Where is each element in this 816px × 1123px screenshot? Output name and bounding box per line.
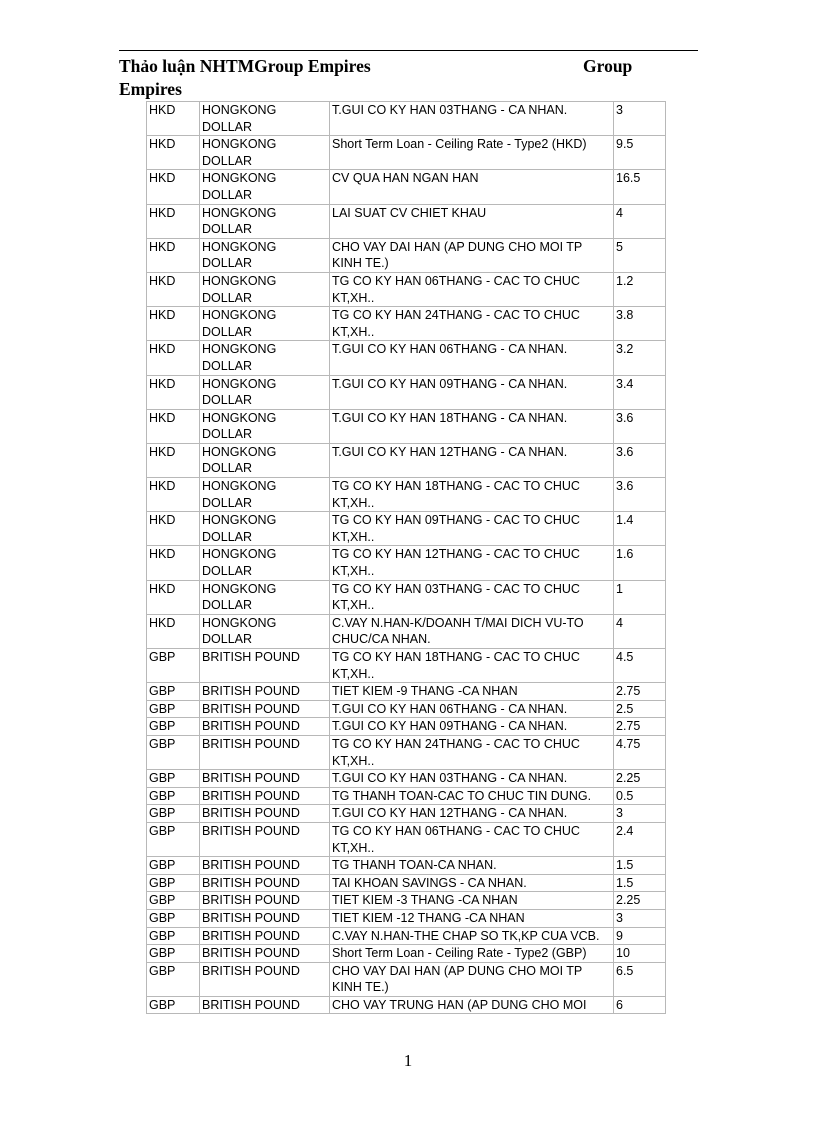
rate-value-cell: 3.6 bbox=[614, 443, 666, 477]
table-row bbox=[147, 409, 666, 443]
currency-name-cell: BRITISH POUND bbox=[200, 787, 330, 805]
currency-name-cell: HONGKONG DOLLAR bbox=[200, 307, 330, 341]
table-row bbox=[147, 136, 666, 170]
currency-name-cell: BRITISH POUND bbox=[200, 700, 330, 718]
currency-name-cell: HONGKONG DOLLAR bbox=[200, 170, 330, 204]
currency-code-cell: HKD bbox=[147, 614, 200, 648]
rate-description-cell: TG CO KY HAN 18THANG - CAC TO CHUC KT,XH.. bbox=[330, 478, 614, 512]
currency-name-cell: BRITISH POUND bbox=[200, 649, 330, 683]
table-row bbox=[147, 874, 666, 892]
rate-description-cell: T.GUI CO KY HAN 09THANG - CA NHAN. bbox=[330, 375, 614, 409]
rate-description-cell: TIET KIEM -9 THANG -CA NHAN bbox=[330, 683, 614, 701]
currency-name-cell: HONGKONG DOLLAR bbox=[200, 443, 330, 477]
rate-description-cell: TG CO KY HAN 24THANG - CAC TO CHUC KT,XH.. bbox=[330, 307, 614, 341]
table-row bbox=[147, 718, 666, 736]
rate-description-cell: TG CO KY HAN 03THANG - CAC TO CHUC KT,XH.. bbox=[330, 580, 614, 614]
rate-value-cell: 3 bbox=[614, 102, 666, 136]
rate-description-cell: TG CO KY HAN 09THANG - CAC TO CHUC KT,XH.. bbox=[330, 512, 614, 546]
rate-value-cell: 2.5 bbox=[614, 700, 666, 718]
rate-value-cell: 3.4 bbox=[614, 375, 666, 409]
header-right-text: Group bbox=[583, 56, 633, 76]
table-row bbox=[147, 996, 666, 1014]
interest-rate-table-body bbox=[147, 102, 666, 1014]
currency-code-cell: HKD bbox=[147, 443, 200, 477]
table-row bbox=[147, 204, 666, 238]
currency-code-cell: HKD bbox=[147, 307, 200, 341]
currency-name-cell: HONGKONG DOLLAR bbox=[200, 478, 330, 512]
rate-description-cell: C.VAY N.HAN-THE CHAP SO TK,KP CUA VCB. bbox=[330, 927, 614, 945]
rate-description-cell: Short Term Loan - Ceiling Rate - Type2 (HKD) bbox=[330, 136, 614, 170]
currency-code-cell: GBP bbox=[147, 874, 200, 892]
rate-description-cell: T.GUI CO KY HAN 06THANG - CA NHAN. bbox=[330, 341, 614, 375]
currency-name-cell: BRITISH POUND bbox=[200, 805, 330, 823]
table-row bbox=[147, 512, 666, 546]
currency-code-cell: GBP bbox=[147, 718, 200, 736]
currency-code-cell: GBP bbox=[147, 805, 200, 823]
table-row bbox=[147, 170, 666, 204]
rate-value-cell: 6 bbox=[614, 996, 666, 1014]
header-left-text: Thảo luận NHTMGroup Empires bbox=[119, 56, 371, 76]
rate-description-cell: TAI KHOAN SAVINGS - CA NHAN. bbox=[330, 874, 614, 892]
currency-code-cell: HKD bbox=[147, 375, 200, 409]
header-wrap-text: Empires bbox=[119, 79, 182, 99]
rate-value-cell: 3.2 bbox=[614, 341, 666, 375]
currency-code-cell: HKD bbox=[147, 580, 200, 614]
rate-value-cell: 3 bbox=[614, 909, 666, 927]
rate-description-cell: T.GUI CO KY HAN 06THANG - CA NHAN. bbox=[330, 700, 614, 718]
table-row bbox=[147, 649, 666, 683]
currency-code-cell: GBP bbox=[147, 996, 200, 1014]
table-row bbox=[147, 962, 666, 996]
table-row bbox=[147, 614, 666, 648]
currency-name-cell: HONGKONG DOLLAR bbox=[200, 580, 330, 614]
rate-value-cell: 1.6 bbox=[614, 546, 666, 580]
table-row bbox=[147, 805, 666, 823]
currency-code-cell: HKD bbox=[147, 102, 200, 136]
rate-description-cell: TG CO KY HAN 06THANG - CAC TO CHUC KT,XH.. bbox=[330, 822, 614, 856]
currency-name-cell: BRITISH POUND bbox=[200, 962, 330, 996]
currency-code-cell: GBP bbox=[147, 857, 200, 875]
rate-value-cell: 1 bbox=[614, 580, 666, 614]
rate-description-cell: T.GUI CO KY HAN 12THANG - CA NHAN. bbox=[330, 443, 614, 477]
page-number: 1 bbox=[403, 1051, 413, 1070]
currency-name-cell: HONGKONG DOLLAR bbox=[200, 546, 330, 580]
table-row bbox=[147, 341, 666, 375]
rate-value-cell: 3.6 bbox=[614, 409, 666, 443]
table-row bbox=[147, 443, 666, 477]
currency-name-cell: BRITISH POUND bbox=[200, 945, 330, 963]
currency-name-cell: BRITISH POUND bbox=[200, 874, 330, 892]
rate-description-cell: C.VAY N.HAN-K/DOANH T/MAI DICH VU-TO CHUC/CA NHAN. bbox=[330, 614, 614, 648]
currency-name-cell: HONGKONG DOLLAR bbox=[200, 272, 330, 306]
table-row bbox=[147, 580, 666, 614]
currency-code-cell: GBP bbox=[147, 735, 200, 769]
table-row bbox=[147, 272, 666, 306]
table-row bbox=[147, 735, 666, 769]
currency-name-cell: HONGKONG DOLLAR bbox=[200, 614, 330, 648]
rate-value-cell: 10 bbox=[614, 945, 666, 963]
rate-value-cell: 3.8 bbox=[614, 307, 666, 341]
currency-name-cell: BRITISH POUND bbox=[200, 909, 330, 927]
currency-name-cell: BRITISH POUND bbox=[200, 996, 330, 1014]
currency-name-cell: BRITISH POUND bbox=[200, 857, 330, 875]
rate-description-cell: CHO VAY TRUNG HAN (AP DUNG CHO MOI bbox=[330, 996, 614, 1014]
rate-value-cell: 3.6 bbox=[614, 478, 666, 512]
rate-value-cell: 4.75 bbox=[614, 735, 666, 769]
table-row bbox=[147, 546, 666, 580]
rate-description-cell: TG THANH TOAN-CAC TO CHUC TIN DUNG. bbox=[330, 787, 614, 805]
table-row bbox=[147, 478, 666, 512]
currency-name-cell: BRITISH POUND bbox=[200, 683, 330, 701]
currency-name-cell: BRITISH POUND bbox=[200, 892, 330, 910]
header-rule bbox=[119, 50, 698, 51]
rate-value-cell: 2.4 bbox=[614, 822, 666, 856]
table-row bbox=[147, 945, 666, 963]
currency-code-cell: HKD bbox=[147, 238, 200, 272]
table-row bbox=[147, 102, 666, 136]
currency-name-cell: HONGKONG DOLLAR bbox=[200, 204, 330, 238]
currency-code-cell: GBP bbox=[147, 927, 200, 945]
table-row bbox=[147, 787, 666, 805]
currency-code-cell: GBP bbox=[147, 700, 200, 718]
currency-name-cell: BRITISH POUND bbox=[200, 735, 330, 769]
currency-name-cell: HONGKONG DOLLAR bbox=[200, 136, 330, 170]
currency-code-cell: GBP bbox=[147, 909, 200, 927]
table-row bbox=[147, 700, 666, 718]
rate-description-cell: T.GUI CO KY HAN 09THANG - CA NHAN. bbox=[330, 718, 614, 736]
rate-description-cell: T.GUI CO KY HAN 12THANG - CA NHAN. bbox=[330, 805, 614, 823]
rate-description-cell: T.GUI CO KY HAN 03THANG - CA NHAN. bbox=[330, 102, 614, 136]
table-row bbox=[147, 238, 666, 272]
rate-value-cell: 16.5 bbox=[614, 170, 666, 204]
currency-name-cell: HONGKONG DOLLAR bbox=[200, 102, 330, 136]
rate-value-cell: 2.25 bbox=[614, 770, 666, 788]
table-row bbox=[147, 927, 666, 945]
currency-code-cell: HKD bbox=[147, 478, 200, 512]
rate-value-cell: 4.5 bbox=[614, 649, 666, 683]
rate-description-cell: TG CO KY HAN 12THANG - CAC TO CHUC KT,XH.. bbox=[330, 546, 614, 580]
table-row bbox=[147, 770, 666, 788]
currency-code-cell: HKD bbox=[147, 512, 200, 546]
rate-value-cell: 1.5 bbox=[614, 874, 666, 892]
rate-value-cell: 6.5 bbox=[614, 962, 666, 996]
rate-description-cell: CHO VAY DAI HAN (AP DUNG CHO MOI TP KINH TE.) bbox=[330, 238, 614, 272]
currency-code-cell: HKD bbox=[147, 546, 200, 580]
currency-name-cell: HONGKONG DOLLAR bbox=[200, 238, 330, 272]
rate-value-cell: 5 bbox=[614, 238, 666, 272]
currency-code-cell: GBP bbox=[147, 649, 200, 683]
currency-code-cell: GBP bbox=[147, 945, 200, 963]
currency-code-cell: GBP bbox=[147, 962, 200, 996]
table-row bbox=[147, 307, 666, 341]
currency-code-cell: HKD bbox=[147, 170, 200, 204]
rate-description-cell: LAI SUAT CV CHIET KHAU bbox=[330, 204, 614, 238]
currency-code-cell: GBP bbox=[147, 683, 200, 701]
rate-value-cell: 2.75 bbox=[614, 718, 666, 736]
currency-name-cell: HONGKONG DOLLAR bbox=[200, 341, 330, 375]
currency-name-cell: BRITISH POUND bbox=[200, 770, 330, 788]
rate-value-cell: 2.75 bbox=[614, 683, 666, 701]
currency-name-cell: BRITISH POUND bbox=[200, 822, 330, 856]
rate-description-cell: Short Term Loan - Ceiling Rate - Type2 (GBP) bbox=[330, 945, 614, 963]
currency-code-cell: HKD bbox=[147, 409, 200, 443]
rate-value-cell: 9 bbox=[614, 927, 666, 945]
interest-rate-table bbox=[146, 101, 666, 1014]
rate-description-cell: TIET KIEM -3 THANG -CA NHAN bbox=[330, 892, 614, 910]
rate-value-cell: 0.5 bbox=[614, 787, 666, 805]
table-row bbox=[147, 822, 666, 856]
rate-description-cell: TG CO KY HAN 06THANG - CAC TO CHUC KT,XH.. bbox=[330, 272, 614, 306]
rate-value-cell: 1.5 bbox=[614, 857, 666, 875]
table-row bbox=[147, 375, 666, 409]
rate-description-cell: TG THANH TOAN-CA NHAN. bbox=[330, 857, 614, 875]
currency-name-cell: HONGKONG DOLLAR bbox=[200, 375, 330, 409]
table-row bbox=[147, 892, 666, 910]
currency-code-cell: GBP bbox=[147, 822, 200, 856]
currency-name-cell: HONGKONG DOLLAR bbox=[200, 409, 330, 443]
table-row bbox=[147, 857, 666, 875]
rate-value-cell: 2.25 bbox=[614, 892, 666, 910]
rate-description-cell: CV QUA HAN NGAN HAN bbox=[330, 170, 614, 204]
rate-description-cell: TG CO KY HAN 24THANG - CAC TO CHUC KT,XH.. bbox=[330, 735, 614, 769]
rate-description-cell: T.GUI CO KY HAN 03THANG - CA NHAN. bbox=[330, 770, 614, 788]
rate-value-cell: 4 bbox=[614, 204, 666, 238]
currency-name-cell: HONGKONG DOLLAR bbox=[200, 512, 330, 546]
rate-value-cell: 3 bbox=[614, 805, 666, 823]
rate-value-cell: 4 bbox=[614, 614, 666, 648]
rate-description-cell: TIET KIEM -12 THANG -CA NHAN bbox=[330, 909, 614, 927]
currency-code-cell: GBP bbox=[147, 787, 200, 805]
rate-value-cell: 1.2 bbox=[614, 272, 666, 306]
currency-code-cell: GBP bbox=[147, 770, 200, 788]
rate-description-cell: T.GUI CO KY HAN 18THANG - CA NHAN. bbox=[330, 409, 614, 443]
currency-code-cell: HKD bbox=[147, 272, 200, 306]
table-row bbox=[147, 909, 666, 927]
currency-code-cell: HKD bbox=[147, 136, 200, 170]
rate-value-cell: 1.4 bbox=[614, 512, 666, 546]
currency-code-cell: HKD bbox=[147, 204, 200, 238]
currency-name-cell: BRITISH POUND bbox=[200, 927, 330, 945]
rate-description-cell: TG CO KY HAN 18THANG - CAC TO CHUC KT,XH.. bbox=[330, 649, 614, 683]
currency-code-cell: HKD bbox=[147, 341, 200, 375]
currency-code-cell: GBP bbox=[147, 892, 200, 910]
rate-description-cell: CHO VAY DAI HAN (AP DUNG CHO MOI TP KINH TE.) bbox=[330, 962, 614, 996]
currency-name-cell: BRITISH POUND bbox=[200, 718, 330, 736]
rate-value-cell: 9.5 bbox=[614, 136, 666, 170]
table-row bbox=[147, 683, 666, 701]
